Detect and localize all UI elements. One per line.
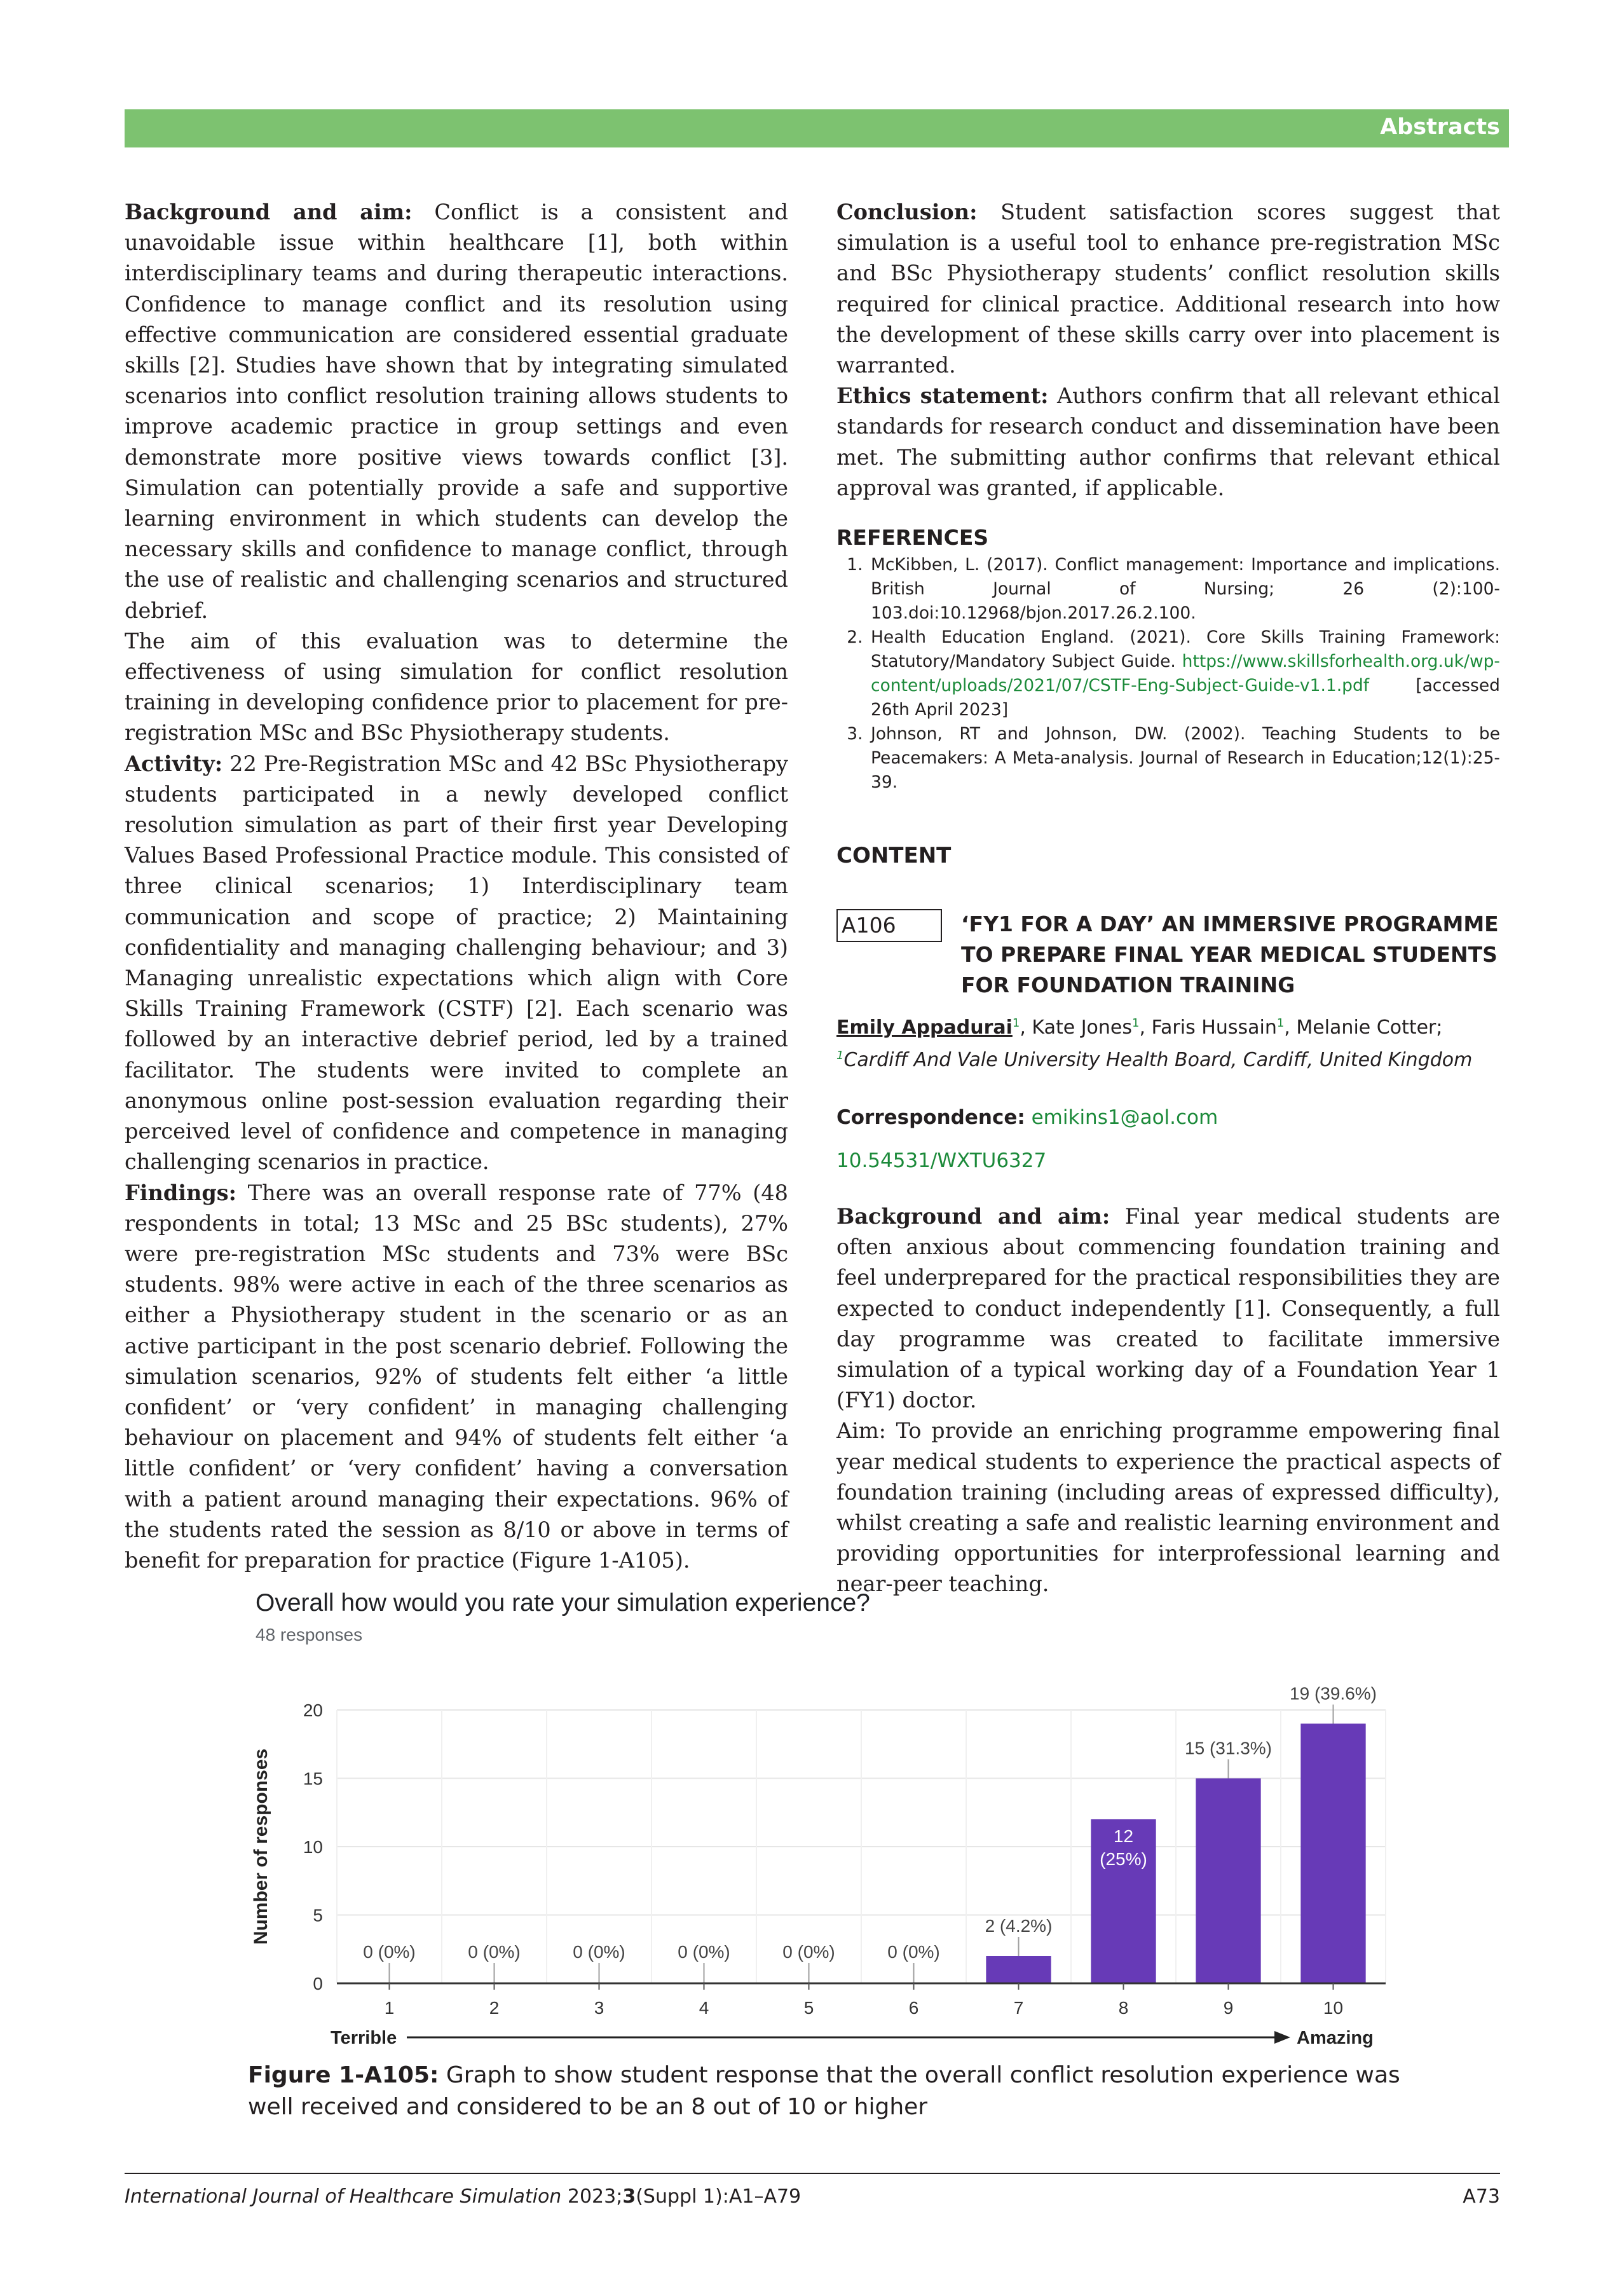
right-column <box>836 197 1500 1600</box>
bar-data-label: 0 (0%) <box>678 1942 730 1962</box>
y-tick-label: 0 <box>313 1974 323 1993</box>
affiliation <box>836 1049 1472 1071</box>
figure-caption <box>248 2060 1436 2123</box>
footer-citation <box>125 2185 801 2208</box>
reference-item <box>868 626 1500 722</box>
x-tick-label: 8 <box>1118 1998 1129 2018</box>
activity-text: 22 Pre-Registration MSc and 42 BSc Physiotherapy students participated in a newly developed conflict resolution simulation as part of their first year Developing Values Based Professional Practice module. This consisted of three clinical scenarios; 1) Interdisciplinary team communication and scope of practice; 2) Maintaining confidentiality and managing challenging behaviour; and 3) Managing unrealistic expectations which align with Core Skills Training Framework (CSTF) [2]. Each scenario was followed by an interactive debrief period, led by a trained facilitator. The students were invited to complete an anonymous online post-session evaluation regarding their perceived level of confidence and competence in managing challenging scenarios in practice. <box>125 751 788 1175</box>
journal-year: 2023; <box>567 2185 623 2208</box>
bar-data-label: 15 (31.3%) <box>1185 1738 1272 1758</box>
x-axis-min-label: Terrible <box>331 2028 397 2048</box>
ethics-label: Ethics statement: <box>836 383 1049 409</box>
chart-bar <box>1196 1779 1260 1984</box>
bar-data-label: 0 (0%) <box>363 1942 416 1962</box>
correspondence-email[interactable]: emikins1@aol.com <box>1031 1106 1218 1130</box>
bar-data-label: 0 (0%) <box>782 1942 835 1962</box>
affiliation-marker: 1 <box>1132 1016 1140 1030</box>
x-tick-label: 10 <box>1323 1998 1344 2018</box>
abstract-header <box>836 909 1500 1001</box>
reference-text: Health Education England. (2021). Core Skills Training Framework: Statutory/Mandatory Subject Guide. <box>871 627 1500 672</box>
references-heading: REFERENCES <box>836 525 989 550</box>
left-column <box>125 197 788 1576</box>
conclusion-paragraph <box>836 197 1500 381</box>
conclusion-text: Student satisfaction scores suggest that simulation is a useful tool to enhance pre-registration MSc and BSc Physiotherapy students’ conflict resolution skills required for clinical practice. Additional research into how the development of these skills carry over into placement is warranted. <box>836 200 1500 378</box>
abstract-code: A106 <box>836 909 942 942</box>
journal-volume: 3 <box>622 2185 636 2208</box>
background-paragraph <box>125 197 788 626</box>
section-title: Abstracts <box>1380 114 1500 140</box>
reference-item <box>868 553 1500 626</box>
bar-data-label: 0 (0%) <box>573 1942 625 1962</box>
x-tick-label: 4 <box>699 1998 709 2018</box>
findings-label: Findings: <box>125 1180 237 1205</box>
bar-data-label: 12 <box>1113 1826 1134 1846</box>
abstract-background-text: Final year medical students are often anxious about commencing foundation training and feel underprepared for the practical responsibilities they are expected to conduct independently [1]. Consequently, a full day programme was created to facilitate immersive simulation of a typical working day of a Foundation Year 1 (FY1) doctor. <box>836 1204 1500 1413</box>
reference-text: McKibben, L. (2017). Conflict management: Importance and implications. British Journal of Nursing; 26 (2):100-103.doi:10.12968/bjon.2017.26.2.100. <box>871 555 1500 624</box>
author-list: Emily Appadurai$^1$, Kate Jones$^1$, Faris Hussain$^1$, Melanie Cotter; $^1$Cardiff And Vale University Health Board, Cardiff, United Kingdom <box>836 1016 1473 1072</box>
y-tick-label: 5 <box>313 1905 323 1925</box>
rating-chart <box>248 1583 1405 2066</box>
author-name: Melanie Cotter; <box>1296 1016 1443 1039</box>
reference-item <box>868 722 1500 795</box>
ethics-paragraph <box>836 381 1500 503</box>
bar-data-label: 0 (0%) <box>468 1942 521 1962</box>
findings-text: There was an overall response rate of 77% (48 respondents in total; 13 MSc and 25 BSc students), 27% were pre-registration MSc students and 73% were BSc students. 98% were active in each of the three scenarios as either a Physiotherapy student in the scenario or as an active participant in the post scenario debrief. Following the simulation scenarios, 92% of students felt either ‘a little confident’ or ‘very confident’ in managing challenging behaviour on placement and 94% of students felt either ‘a little confident’ or ‘very confident’ having a conversation with a patient around managing their expectations. 96% of the students rated the session as 8/10 or above in terms of benefit for preparation for practice (Figure 1-A105). <box>125 1180 788 1573</box>
bar-data-label: 0 (0%) <box>887 1942 940 1962</box>
findings-paragraph <box>125 1178 788 1576</box>
abstract-aim-paragraph: Aim: To provide an enriching programme empowering final year medical students to experience the practical aspects of foundation training (including areas of expressed difficulty), whilst creating a safe and realistic learning environment and providing opportunities for interprofessional learning and near-peer teaching. <box>836 1418 1500 1597</box>
y-axis-title: Number of responses <box>250 1748 271 1945</box>
doi-link[interactable]: 10.54531/WXTU6327 <box>836 1149 1047 1173</box>
x-tick-label: 6 <box>908 1998 919 2018</box>
content-heading: CONTENT <box>836 843 952 869</box>
abstract-body <box>836 1201 1500 1600</box>
chart-plot <box>248 1583 1405 2066</box>
arrow-head-icon <box>1274 2031 1290 2044</box>
x-tick-label: 3 <box>594 1998 604 2018</box>
journal-issue-pages: (Suppl 1):A1–A79 <box>636 2185 802 2208</box>
x-tick-label: 5 <box>803 1998 814 2018</box>
reference-link[interactable]: https://www.skillsforhealth.org.uk/wp-content/uploads/2021/07/CSTF-Eng-Subject-Guide-v1.1.pdf <box>871 652 1500 696</box>
background-label: Background and aim: <box>125 200 413 224</box>
reference-text: Johnson, RT and Johnson, DW. (2002). Teaching Students to be Peacemakers: A Meta-analysis. Journal of Research in Education;12(1):25-39. <box>871 724 1500 793</box>
affiliation-text: Cardiff And Vale University Health Board, Cardiff, United Kingdom <box>843 1049 1473 1072</box>
x-tick-label: 7 <box>1013 1998 1024 2018</box>
conclusion-label: Conclusion: <box>836 200 978 224</box>
correspondence <box>836 1102 1500 1133</box>
section-banner <box>125 109 1509 147</box>
abstract-background-label: Background and aim: <box>836 1204 1110 1229</box>
reference-list <box>836 553 1500 795</box>
x-tick-label: 2 <box>489 1998 500 2018</box>
footer-divider <box>125 2173 1500 2174</box>
aim-paragraph: The aim of this evaluation was to determine the effectiveness of using simulation for conflict resolution training in developing confidence prior to placement for pre-registration MSc and BSc Physiotherapy students. <box>125 628 788 746</box>
abstract-title: ‘FY1 FOR A DAY’ AN IMMERSIVE PROGRAMME TO PREPARE FINAL YEAR MEDICAL STUDENTS FOR FOUNDATION TRAINING <box>961 912 1499 998</box>
activity-paragraph <box>125 749 788 1178</box>
x-tick-label: 9 <box>1223 1998 1234 2018</box>
chart-bar <box>1300 1724 1365 1984</box>
figure-caption-label: Figure 1-A105: <box>248 2062 439 2088</box>
y-tick-label: 10 <box>303 1837 323 1857</box>
affiliation-marker: 1 <box>1276 1016 1285 1030</box>
affiliation-marker: 1 <box>836 1049 844 1063</box>
abstract-background-paragraph <box>836 1201 1500 1416</box>
chart-bars <box>363 1684 1377 1984</box>
page-number: A73 <box>1463 2185 1500 2208</box>
figure-caption-text: Graph to show student response that the overall conflict resolution experience was well received and considered to be an 8 out of 10 or higher <box>248 2062 1400 2120</box>
bar-data-label: 19 (39.6%) <box>1290 1683 1377 1704</box>
x-tick-label: 1 <box>384 1998 395 2018</box>
ethics-text: Authors confirm that all relevant ethical standards for research conduct and dissemination have been met. The submitting author confirms that relevant ethical approval was granted, if applicable. <box>836 383 1500 500</box>
activity-label: Activity: <box>125 751 223 776</box>
chart-title: Overall how would you rate your simulation experience? <box>256 1589 870 1617</box>
x-axis-max-label: Amazing <box>1297 2028 1374 2048</box>
y-tick-label: 20 <box>303 1700 323 1720</box>
reference-accessed: [accessed 26th April 2023] <box>871 676 1500 720</box>
bar-data-label: (25%) <box>1100 1849 1147 1869</box>
background-text: Conflict is a consistent and unavoidable issue within healthcare [1], both within interdisciplinary teams and during therapeutic interactions. Confidence to manage conflict and its resolution using effective communication are considered essential graduate skills [2]. Studies have shown that by integrating simulated scenarios into conflict resolution training allows students to improve academic practice in group settings and even demonstrate more positive views towards conflict [3]. Simulation can potentially provide a safe and supportive learning environment in which students can develop the necessary skills and confidence to manage conflict, through the use of realistic and challenging scenarios and structured debrief. <box>125 200 788 623</box>
y-tick-label: 15 <box>303 1768 323 1789</box>
bar-data-label: 2 (4.2%) <box>985 1916 1053 1936</box>
journal-name: International Journal of Healthcare Simulation <box>125 2185 562 2208</box>
author-name: Emily Appadurai <box>836 1016 1013 1039</box>
author-name: Faris Hussain <box>1151 1016 1277 1039</box>
chart-subtitle: 48 responses <box>256 1625 363 1644</box>
correspondence-label: Correspondence: <box>836 1106 1025 1130</box>
affiliation-marker: 1 <box>1012 1016 1020 1030</box>
author-name: Kate Jones <box>1032 1016 1133 1039</box>
chart-bar <box>986 1956 1051 1983</box>
